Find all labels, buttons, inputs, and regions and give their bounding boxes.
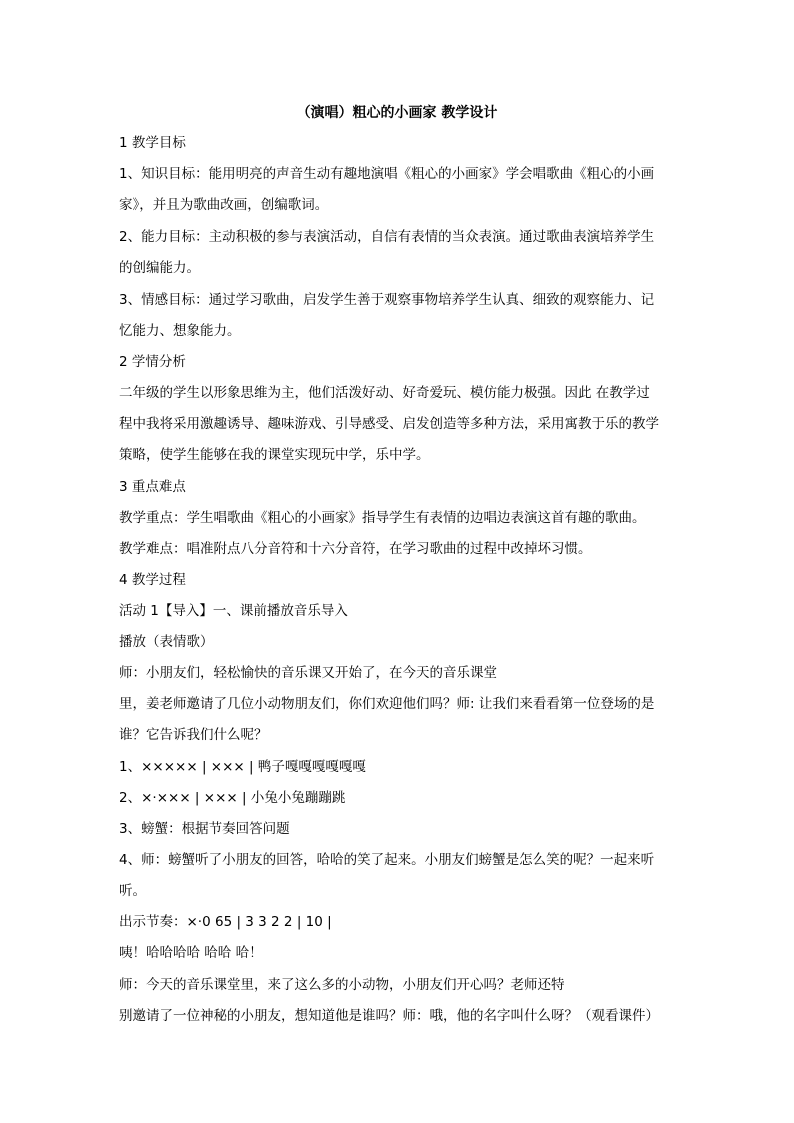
paragraph-line: 听。: [119, 883, 146, 899]
paragraph-line: 播放（表情歌）: [119, 634, 214, 650]
paragraph-line: 活动 1【导入】一、课前播放音乐导入: [119, 603, 348, 619]
paragraph-line: 忆能力、想象能力。: [119, 323, 241, 339]
paragraph-line: 4、师：螃蟹听了小朋友的回答，哈哈的笑了起来。小朋友们螃蟹是怎么笑的呢？一起来听: [119, 852, 655, 868]
paragraph-line: 的创编能力。: [119, 260, 200, 276]
rhythm-line: 1、××××× | ××× | 鸭子嘎嘎嘎嘎嘎嘎: [119, 759, 366, 775]
paragraph-line: 师：小朋友们，轻松愉快的音乐课又开始了，在今天的音乐课堂: [119, 665, 497, 681]
paragraph-line: 教学重点：学生唱歌曲《粗心的小画家》指导学生有表情的边唱边表演这首有趣的歌曲。: [119, 510, 646, 526]
section-heading-key-points: 3 重点难点: [119, 479, 186, 495]
rhythm-line: 2、×·××× | ××× | 小兔小兔蹦蹦跳: [119, 790, 346, 806]
paragraph-line: 咦！哈哈哈哈 哈哈 哈！: [119, 945, 263, 961]
document-title: （演唱）粗心的小画家 教学设计: [296, 105, 498, 121]
paragraph-line: 教学难点：唱准附点八分音符和十六分音符，在学习歌曲的过程中改掉坏习惯。: [119, 541, 592, 557]
paragraph-line: 3、螃蟹：根据节奏回答问题: [119, 821, 290, 837]
rhythm-line: 出示节奏：×·0 65 | 3 3 2 2 | 10 |: [119, 914, 332, 930]
paragraph-line: 谁？它告诉我们什么呢？: [119, 727, 268, 743]
paragraph-line: 1、知识目标：能用明亮的声音生动有趣地演唱《粗心的小画家》学会唱歌曲《粗心的小画: [119, 166, 655, 182]
paragraph-line: 师：今天的音乐课堂里，来了这么多的小动物，小朋友们开心吗？老师还特: [119, 977, 565, 993]
paragraph-line: 里，姜老师邀请了几位小动物朋友们，你们欢迎他们吗？师: 让我们来看看第一位登场的是: [119, 696, 655, 712]
section-heading-student-analysis: 2 学情分析: [119, 354, 186, 370]
paragraph-line: 3、情感目标：通过学习歌曲，启发学生善于观察事物培养学生认真、细致的观察能力、记: [119, 292, 655, 308]
paragraph-line: 策略，使学生能够在我的课堂实现玩中学，乐中学。: [119, 447, 430, 463]
section-heading-teaching-process: 4 教学过程: [119, 572, 186, 588]
paragraph-line: 程中我将采用激趣诱导、趣味游戏、引导感受、启发创造等多种方法，采用寓教于乐的教学: [119, 416, 659, 432]
paragraph-line: 二年级的学生以形象思维为主，他们活泼好动、好奇爱玩、模仿能力极强。因此 在教学过: [119, 385, 650, 401]
section-heading-teaching-goals: 1 教学目标: [119, 135, 186, 151]
paragraph-line: 别邀请了一位神秘的小朋友，想知道他是谁吗？师：哦，他的名字叫什么呀？（观看课件）: [119, 1008, 659, 1024]
paragraph-line: 2、能力目标：主动积极的参与表演活动，自信有表情的当众表演。通过歌曲表演培养学生: [119, 229, 655, 245]
paragraph-line: 家》，并且为歌曲改画，创编歌词。: [119, 197, 329, 213]
